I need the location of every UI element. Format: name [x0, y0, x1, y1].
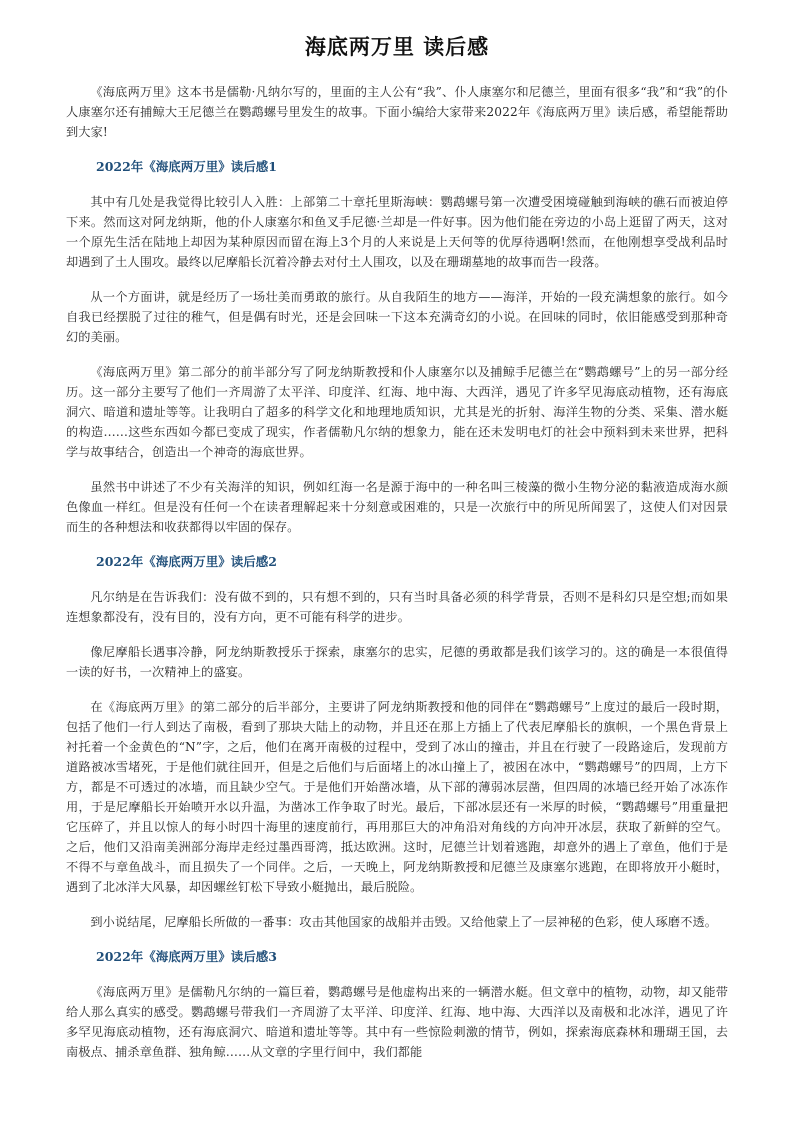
section-heading-3: 2022年《海底两万里》读后感3 — [96, 949, 277, 964]
paragraph: 从一个方面讲，就是经历了一场壮美而勇敢的旅行。从自我陌生的地方——海洋，开始的一段充满想象的旅行。如今自我已经摆脱了过往的稚气，但是偶有时光，还是会回味一下这本充满奇幻的小说。在回味的同时，依旧能感受到那种奇幻的美丽。 — [66, 290, 728, 344]
paragraph: 到小说结尾，尼摩船长所做的一番事：攻击其他国家的战船并击毁。又给他蒙上了一层神秘的色彩，使人琢磨不透。 — [90, 915, 718, 929]
paragraph: 《海底两万里》是儒勒凡尔纳的一篇巨着，鹦鹉螺号是他虚构出来的一辆潜水艇。但文章中的植物，动物，却又能带给人那么真实的感受。鹦鹉螺号带我们一齐周游了太平洋、印度洋、红海、地中海、大西洋以及南极和北冰洋，遇见了许多罕见海底动植物，还有海底洞穴、暗道和遗址等等。其中有一些惊险刺激的情节，例如，探索海底森林和珊瑚王国，去南极点、捕杀章鱼群、独角鲸……从文章的字里行间中，我们都能 — [66, 985, 728, 1059]
paragraph: 虽然书中讲述了不少有关海洋的知识，例如红海一名是源于海中的一种名叫三棱藻的微小生物分泌的黏液造成海水颜色像血一样红。但是没有任何一个在读者理解起来十分刻意或困难的，只是一次旅行中的所见所闻罢了，这使人们对因景而生的各种想法和收获都得以牢固的保存。 — [66, 480, 728, 534]
section-heading-2: 2022年《海底两万里》读后感2 — [96, 554, 277, 569]
paragraph: 在《海底两万里》的第二部分的后半部分，主要讲了阿龙纳斯教授和他的同伴在“鹦鹉螺号”上度过的最后一段时期，包括了他们一行人到达了南极，看到了那块大陆上的动物，并且还在那上方插上了代表尼摩船长的旗帜，一个黑色背景上衬托着一个金黄色的“N”字，之后，他们在离开南极的过程中，受到了冰山的撞击，并且在行驶了一段路途后，发现前方道路被冰雪堵死，于是他们就往回开，但是之后他们与后面堵上的冰山撞上了，被困在冰中，“鹦鹉螺号”的四周，上方下方，都是不可透过的冰墙，而且缺少空气。于是他们开始凿冰墙，从下部的薄弱冰层凿，但四周的冰墙已经开始了冰冻作用，于是尼摩船长开始喷开水以升温，为凿冰工作争取了时光。最后，下部冰层还有一米厚的时候，“鹦鹉螺号”用重量把它压碎了，并且以惊人的每小时四十海里的速度前行，再用那巨大的冲角沿对角线的方向冲开冰层，获取了新鲜的空气。之后，他们又沿南美洲部分海岸走经过墨西哥湾，抵达欧洲。这时，尼德兰计划着逃跑，却意外的遇上了章鱼，他们于是不得不与章鱼战斗，而且损失了一个同伴。之后，一天晚上，阿龙纳斯教授和尼德兰及康塞尔逃跑，在即将放开小艇时，遇到了北冰洋大风暴，却因螺丝钉松下导致小艇抛出，最后脱险。 — [66, 700, 728, 894]
paragraph: 其中有几处是我觉得比较引人入胜：上部第二十章托里斯海峡：鹦鹉螺号第一次遭受困境碰触到海峡的礁石而被迫停下来。然而这对阿龙纳斯，他的仆人康塞尔和鱼叉手尼德·兰却是一件好事。因为他们能在旁边的小岛上逛留了两天，这对一个原先生活在陆地上却因为某种原因而留在海上3个月的人来说是上天何等的优厚待遇啊!然而，在他刚想享受战利品时却遇到了土人围攻。最终以尼摩船长沉着冷静去对付土人围攻，以及在珊瑚墓地的故事而告一段落。 — [66, 195, 728, 269]
paragraph: 凡尔纳是在告诉我们：没有做不到的，只有想不到的，只有当时具备必须的科学背景，否则不是科幻只是空想;而如果连想象都没有，没有目的，没有方向，更不可能有科学的进步。 — [66, 590, 728, 624]
intro-paragraph: 《海底两万里》这本书是儒勒·凡纳尔写的，里面的主人公有“我”、仆人康塞尔和尼德兰，里面有很多“我”和“我”的仆人康塞尔还有捕鲸大王尼德兰在鹦鹉螺号里发生的故事。下面小编给大家带来2022年《海底两万里》读后感，希望能帮助到大家! — [66, 85, 728, 139]
paragraph: 《海底两万里》第二部分的前半部分写了阿龙纳斯教授和仆人康塞尔以及捕鲸手尼德兰在“鹦鹉螺号”上的另一部分经历。这一部分主要写了他们一齐周游了太平洋、印度洋、红海、地中海、大西洋，遇见了许多罕见海底动植物，还有海底洞穴、暗道和遗址等等。让我明白了超多的科学文化和地理地质知识，尤其是光的折射、海洋生物的分类、采集、潜水艇的构造……这些东西如今都已变成了现实，作者儒勒凡尔纳的想象力，能在还未发明电灯的社会中预料到未来世界，把科学与故事结合，创造出一个神奇的海底世界。 — [66, 365, 728, 459]
paragraph: 像尼摩船长遇事冷静，阿龙纳斯教授乐于探索，康塞尔的忠实，尼德的勇敢都是我们该学习的。这的确是一本很值得一读的好书，一次精神上的盛宴。 — [66, 645, 728, 679]
section-heading-1: 2022年《海底两万里》读后感1 — [96, 159, 277, 174]
page-title: 海底两万里 读后感 — [304, 35, 490, 59]
